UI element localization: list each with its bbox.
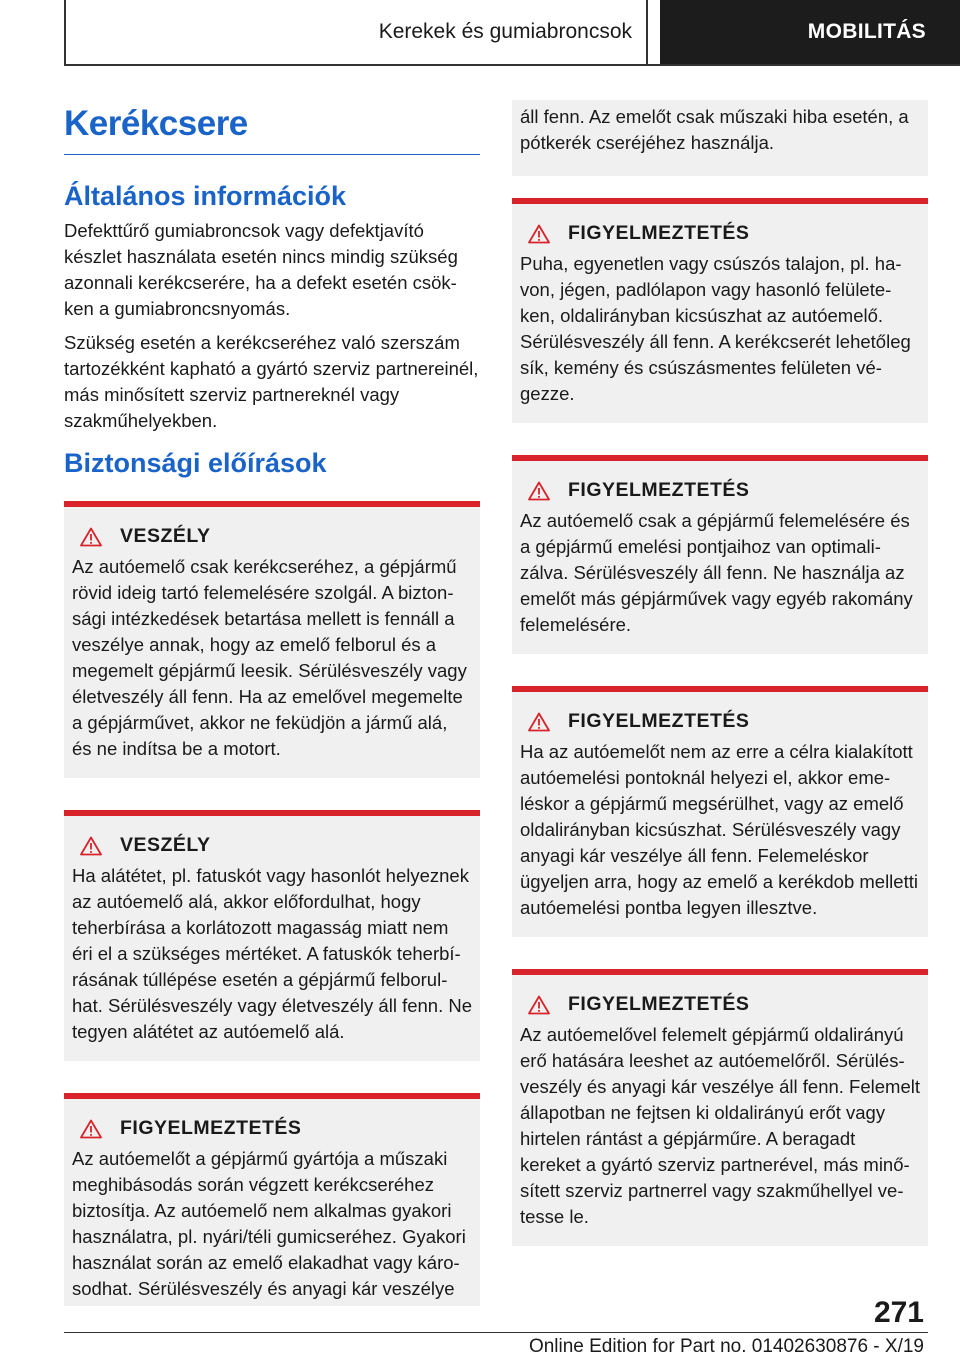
- warning-label: FIGYELMEZTETÉS: [568, 479, 750, 501]
- caution-box-2: [512, 198, 928, 423]
- left-column: [64, 100, 480, 1306]
- warning-header: [528, 993, 920, 1016]
- warning-header: [528, 710, 920, 733]
- danger-box-1: [64, 501, 480, 778]
- warning-triangle-icon: [528, 995, 550, 1015]
- general-paragraph-1: Defekttűrő gumiabroncsok vagy defektjavító készlet használata esetén nincs mindig szükség azonnali kerékcserére, ha a defekt esetén csökken a gumiabroncsnyomás.: [64, 220, 458, 319]
- warning-label: FIGYELMEZTETÉS: [568, 993, 750, 1015]
- warning-label: VESZÉLY: [120, 834, 211, 856]
- warning-text: Az autóemelővel felemelt gépjármű oldalirányú erő hatására leeshet az autóemelőről. Sérülésveszély és anyagi kár veszélye áll fenn. Felemelt állapotban ne fejtsen ki oldalirányú erőt vagy hirtelen rántást a gépjárműre. A beragadt kereket a gyártó szerviz partnerével, más minősített szerviz partnerrel vagy szakműhellyel vetesse le.: [520, 1024, 920, 1227]
- caution-box-3: [512, 455, 928, 654]
- header-chapter-tab: MOBILITÁS: [660, 0, 960, 64]
- page-title: Kerékcsere: [64, 104, 480, 155]
- warning-text: Ha az autóemelőt nem az erre a célra kialakított autóemelési pontoknál helyezi el, akkor emeléskor a gépjármű megsérülhet, vagy az emelő oldalirányban kicsúszhat. Sérülésveszély vagy anyagi kár veszélye áll fenn. Felemeléskor ügyeljen arra, hogy az emelő a kerékdob melletti autóemelési pontba legyen illesztve.: [520, 741, 918, 918]
- general-info-heading: Általános információk: [64, 181, 347, 211]
- warning-header: [80, 1117, 472, 1140]
- caution-box-4: [512, 686, 928, 937]
- warning-label: FIGYELMEZTETÉS: [568, 222, 750, 244]
- caution-box-1: [64, 1093, 480, 1306]
- warning-triangle-icon: [528, 224, 550, 244]
- warning-text: Az autóemelő csak kerékcseréhez, a gépjármű rövid ideig tartó felemelésére szolgál. A biztonsági intézkedések betartása mellett is fennáll a veszélye annak, hogy az emelő felborul és a megemelt gépjármű leesik. Sérülésveszély vagy életveszély áll fenn. Ha az emelővel megemelte a gépjárművet, akkor ne feküdjön a jármű alá, és ne indítsa be a motort.: [72, 556, 467, 759]
- footer-edition-text: Online Edition for Part no. 01402630876 - X/19: [528, 1336, 924, 1357]
- warning-header: [528, 479, 920, 502]
- warning-text: Puha, egyenetlen vagy csúszós talajon, pl. havon, jégen, padlólapon vagy hasonló felületeken, oldalirányban kicsúszhat az autóemelő. Sérülésveszély áll fenn. A kerékcserét lehetőleg sík, kemény és csúszásmentes felületen végezze.: [520, 253, 911, 404]
- warning-header: [80, 525, 472, 548]
- warning-triangle-icon: [528, 712, 550, 732]
- caution-box-5: [512, 969, 928, 1246]
- safety-heading: Biztonsági előírások: [64, 448, 327, 478]
- danger-box-2: [64, 810, 480, 1061]
- warning-triangle-icon: [80, 836, 102, 856]
- warning-text: Az autóemelőt a gépjármű gyártója a műszaki meghibásodás során végzett kerékcseréhez biztosítja. Az autóemelő nem alkalmas gyakori használatra, pl. nyári/téli gumicseréhez. Gyakori használat során az emelő elakadhat vagy károsodhat. Sérülésveszély és anyagi kár veszélye: [72, 1148, 466, 1299]
- warning-header: [528, 222, 920, 245]
- warning-header: [80, 834, 472, 857]
- caution-box-1-continuation: [512, 100, 928, 176]
- warning-triangle-icon: [80, 527, 102, 547]
- warning-text: Ha alátétet, pl. fatuskót vagy hasonlót helyeznek az autóemelő alá, akkor előfordulhat, hogy teherbírása a korlátozott magasság miatt nem éri el a szükséges mértéket. A fatuskók teherbírásának túllépése esetén a gépjármű felborulhat. Sérülésveszély vagy életveszély áll fenn. Ne tegyen alátétet az autóemelő alá.: [72, 865, 473, 1042]
- warning-triangle-icon: [528, 481, 550, 501]
- warning-triangle-icon: [80, 1119, 102, 1139]
- general-paragraph-2: Szükség esetén a kerékcseréhez való szerszám tartozékként kapható a gyártó szerviz partnereinél, más minősített szerviz partnereknél vagy szakműhelyekben.: [64, 332, 479, 431]
- warning-label: FIGYELMEZTETÉS: [120, 1117, 302, 1139]
- right-column: [512, 100, 928, 1278]
- warning-text: Az autóemelő csak a gépjármű felemelésére és a gépjármű emelési pontjaihoz van optimalizálva. Sérülésveszély áll fenn. Ne használja az emelőt más gépjárművek vagy egyéb rakomány felemelésére.: [520, 510, 913, 635]
- warning-label: FIGYELMEZTETÉS: [568, 710, 750, 732]
- header-section-title: Kerekek és gumiabroncsok: [66, 0, 648, 64]
- page-number: 271: [873, 1296, 924, 1329]
- warning-text-continuation: áll fenn. Az emelőt csak műszaki hiba esetén, a pótkerék cseréjéhez használja.: [520, 106, 909, 153]
- footer-divider: [64, 1332, 928, 1333]
- warning-label: VESZÉLY: [120, 525, 211, 547]
